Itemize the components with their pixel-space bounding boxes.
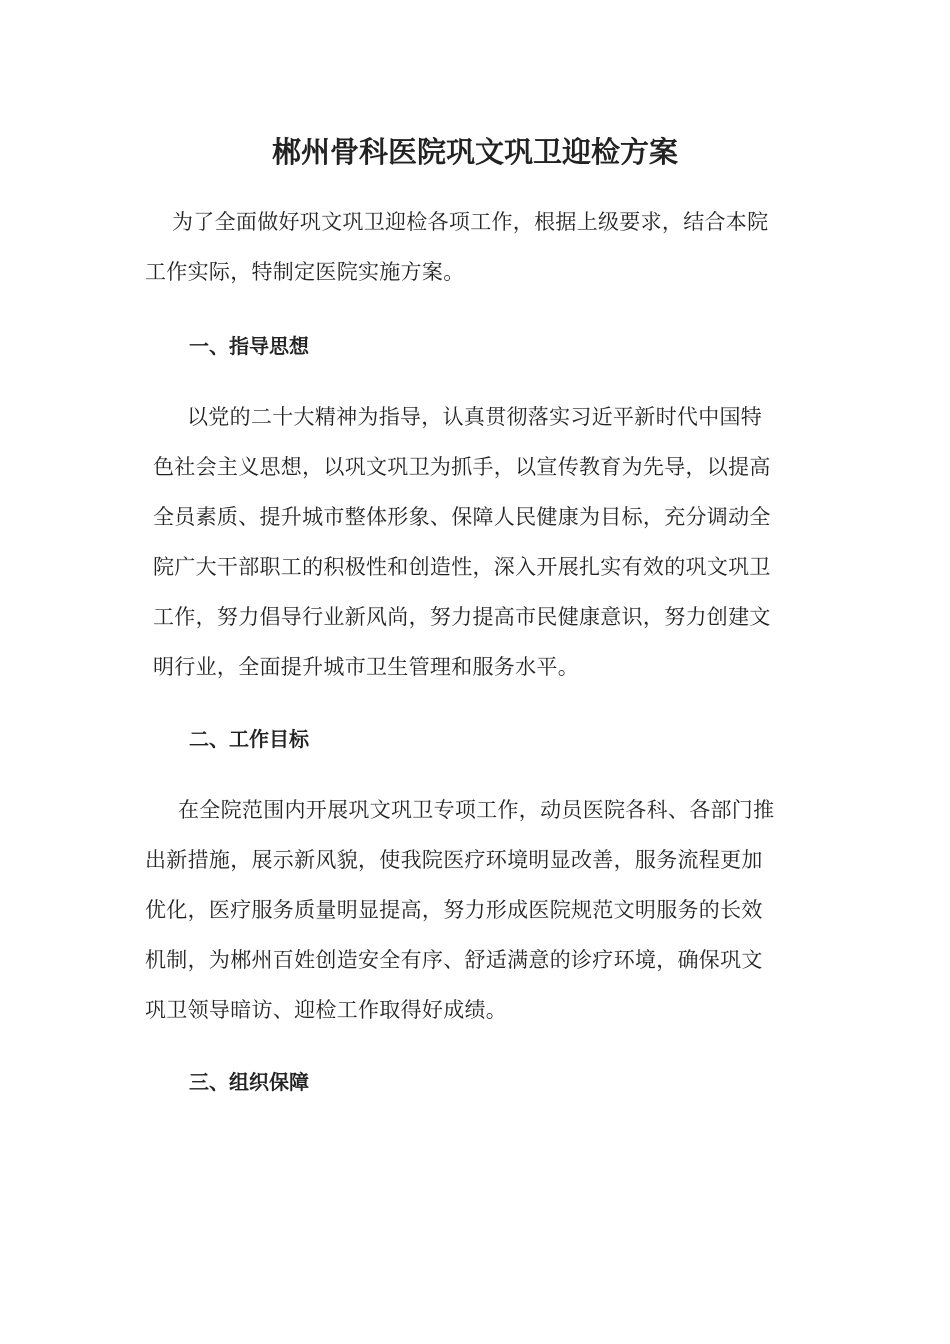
paragraph-line: 色社会主义思想，以巩文巩卫为抓手，以宣传教育为先导，以提高 [153,455,771,479]
paragraph-line: 全员素质、提升城市整体形象、保障人民健康为目标，充分调动全 [153,505,771,529]
section-heading-guiding-ideology: 一、指导思想 [189,334,309,358]
paragraph-line: 巩卫领导暗访、迎检工作取得好成绩。 [145,998,508,1022]
paragraph-line: 在全院范围内开展巩文巩卫专项工作，动员医院各科、各部门推 [178,798,775,822]
paragraph-line: 机制，为郴州百姓创造安全有序、舒适满意的诊疗环境，确保巩文 [145,948,763,972]
paragraph-line: 以党的二十大精神为指导，认真贯彻落实习近平新时代中国特 [187,405,763,429]
section-heading-organizational-support: 三、组织保障 [189,1070,309,1094]
paragraph-line: 优化，医疗服务质量明显提高，努力形成医院规范文明服务的长效 [145,898,763,922]
intro-paragraph [145,197,768,297]
section-paragraph-guiding-ideology [153,392,771,692]
intro-line: 为了全面做好巩文巩卫迎检各项工作，根据上级要求，结合本院 [172,210,769,234]
document-title: 郴州骨科医院巩文巩卫迎检方案 [271,135,678,169]
intro-line: 工作实际，特制定医院实施方案。 [145,260,465,284]
paragraph-line: 出新措施，展示新风貌，使我院医疗环境明显改善，服务流程更加 [145,848,763,872]
paragraph-line: 院广大干部职工的积极性和创造性，深入开展扎实有效的巩文巩卫 [153,555,771,579]
paragraph-line: 工作，努力倡导行业新风尚，努力提高市民健康意识，努力创建文 [153,605,771,629]
paragraph-line: 明行业，全面提升城市卫生管理和服务水平。 [153,655,579,679]
section-paragraph-work-goals [145,785,774,1035]
section-heading-work-goals: 二、工作目标 [189,727,309,751]
